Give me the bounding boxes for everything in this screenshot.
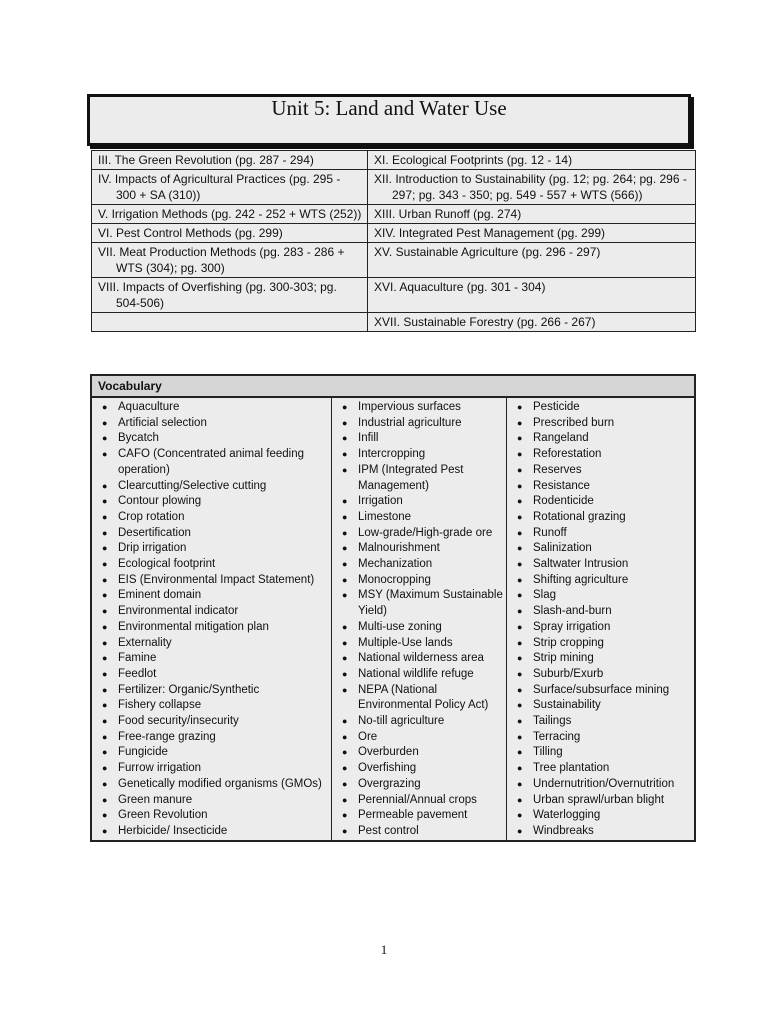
vocabulary-term: ● Reserves <box>507 463 694 479</box>
vocabulary-term: ● Strip mining <box>507 651 694 667</box>
vocabulary-term: ● Environmental indicator <box>92 604 331 620</box>
vocabulary-term: ● National wilderness area <box>332 651 506 667</box>
topic-text: XI. Ecological Footprints (pg. 12 - 14) <box>374 153 573 167</box>
vocabulary-column-2 <box>332 398 507 840</box>
vocabulary-heading: Vocabulary <box>92 376 694 398</box>
vocabulary-term: ● Suburb/Exurb <box>507 667 694 683</box>
vocabulary-term: ● Environmental mitigation plan <box>92 620 331 636</box>
vocabulary-term: ● Herbicide/ Insecticide <box>92 824 331 840</box>
vocabulary-column-1 <box>92 398 332 840</box>
page-title: Unit 5: Land and Water Use <box>271 96 507 120</box>
vocabulary-term: ● Eminent domain <box>92 588 331 604</box>
vocabulary-term: ● Shifting agriculture <box>507 573 694 589</box>
vocabulary-term: ● Impervious surfaces <box>332 400 506 416</box>
vocabulary-term: ● Fertilizer: Organic/Synthetic <box>92 683 331 699</box>
vocabulary-term: ● Urban sprawl/urban blight <box>507 793 694 809</box>
vocabulary-term: ● Salinization <box>507 541 694 557</box>
title-box <box>87 94 691 146</box>
vocabulary-term: ● Malnourishment <box>332 541 506 557</box>
page-number: 1 <box>380 942 388 957</box>
vocabulary-term: ● Perennial/Annual crops <box>332 793 506 809</box>
vocabulary-term: ● Clearcutting/Selective cutting <box>92 479 331 495</box>
topic-cell-right <box>368 313 696 332</box>
vocabulary-term: ● Saltwater Intrusion <box>507 557 694 573</box>
vocabulary-term: ● Reforestation <box>507 447 694 463</box>
vocabulary-term: ● Multi-use zoning <box>332 620 506 636</box>
vocabulary-term: ● Overfishing <box>332 761 506 777</box>
topic-cell-right <box>368 151 696 170</box>
vocabulary-term: ● Tailings <box>507 714 694 730</box>
vocabulary-term: ● Drip irrigation <box>92 541 331 557</box>
vocabulary-term: ● Famine <box>92 651 331 667</box>
vocabulary-column-3 <box>507 398 694 840</box>
vocabulary-term: ● Fishery collapse <box>92 698 331 714</box>
topic-cell-right <box>368 205 696 224</box>
topic-cell-left <box>92 243 368 278</box>
vocabulary-term: ● Crop rotation <box>92 510 331 526</box>
vocabulary-term: ● Overgrazing <box>332 777 506 793</box>
vocabulary-term: ● Terracing <box>507 730 694 746</box>
vocabulary-term: ● Industrial agriculture <box>332 416 506 432</box>
vocabulary-term: ● Externality <box>92 636 331 652</box>
topics-row <box>92 205 696 224</box>
vocabulary-term: ● Free-range grazing <box>92 730 331 746</box>
vocabulary-term: ● Genetically modified organisms (GMOs) <box>92 777 331 793</box>
vocabulary-term: ● Intercropping <box>332 447 506 463</box>
vocabulary-term: ● Fungicide <box>92 745 331 761</box>
vocabulary-term: ● Sustainability <box>507 698 694 714</box>
topic-cell-left <box>92 224 368 243</box>
vocabulary-term: ● Ore <box>332 730 506 746</box>
topics-row <box>92 243 696 278</box>
vocabulary-term: ● CAFO (Concentrated animal feeding operation) <box>92 447 331 478</box>
topic-cell-left <box>92 313 368 332</box>
vocabulary-term: ● EIS (Environmental Impact Statement) <box>92 573 331 589</box>
vocabulary-term: ● Rangeland <box>507 431 694 447</box>
vocabulary-term: ● Food security/insecurity <box>92 714 331 730</box>
vocabulary-term: ● Aquaculture <box>92 400 331 416</box>
topic-text: IV. Impacts of Agricultural Practices (pg. 295 - 300 + SA (310)) <box>98 172 341 202</box>
vocabulary-term: ● Contour plowing <box>92 494 331 510</box>
vocabulary-term: ● IPM (Integrated Pest Management) <box>332 463 506 494</box>
vocabulary-term: ● No-till agriculture <box>332 714 506 730</box>
topic-text: XIII. Urban Runoff (pg. 274) <box>374 207 522 221</box>
topic-text: XV. Sustainable Agriculture (pg. 296 - 297) <box>374 245 601 259</box>
topic-cell-left <box>92 170 368 205</box>
vocabulary-term: ● Runoff <box>507 526 694 542</box>
vocabulary-term: ● Artificial selection <box>92 416 331 432</box>
topic-cell-right <box>368 224 696 243</box>
topic-cell-right <box>368 243 696 278</box>
topic-text: XVI. Aquaculture (pg. 301 - 304) <box>374 280 546 294</box>
vocabulary-term: ● Undernutrition/Overnutrition <box>507 777 694 793</box>
topic-cell-left <box>92 205 368 224</box>
topic-cell-left <box>92 151 368 170</box>
vocabulary-term: ● Furrow irrigation <box>92 761 331 777</box>
topics-row <box>92 151 696 170</box>
topics-row <box>92 313 696 332</box>
vocabulary-table <box>90 374 696 842</box>
vocabulary-term: ● Pest control <box>332 824 506 840</box>
vocabulary-term: ● Desertification <box>92 526 331 542</box>
vocabulary-term: ● Spray irrigation <box>507 620 694 636</box>
vocabulary-term: ● Feedlot <box>92 667 331 683</box>
topics-row <box>92 170 696 205</box>
vocabulary-term: ● Resistance <box>507 479 694 495</box>
vocabulary-term: ● Slag <box>507 588 694 604</box>
topic-text: XIV. Integrated Pest Management (pg. 299) <box>374 226 606 240</box>
vocabulary-term: ● Waterlogging <box>507 808 694 824</box>
vocabulary-term: ● Permeable pavement <box>332 808 506 824</box>
vocabulary-term: ● Mechanization <box>332 557 506 573</box>
topic-text: VIII. Impacts of Overfishing (pg. 300-303; pg. 504-506) <box>98 280 337 310</box>
topics-row <box>92 278 696 313</box>
vocabulary-term: ● Ecological footprint <box>92 557 331 573</box>
vocabulary-term: ● Irrigation <box>332 494 506 510</box>
topic-text: VII. Meat Production Methods (pg. 283 - 286 + WTS (304); pg. 300) <box>98 245 345 275</box>
vocabulary-term: ● Limestone <box>332 510 506 526</box>
vocabulary-term: ● Tree plantation <box>507 761 694 777</box>
vocabulary-term: ● Multiple-Use lands <box>332 636 506 652</box>
vocabulary-term: ● Tilling <box>507 745 694 761</box>
vocabulary-term: ● Windbreaks <box>507 824 694 840</box>
topic-text: XII. Introduction to Sustainability (pg. 12; pg. 264; pg. 296 - 297; pg. 343 - 350; pg. 549 - 557 + WTS (566)) <box>374 172 687 202</box>
vocabulary-term: ● Strip cropping <box>507 636 694 652</box>
vocabulary-term: ● NEPA (National Environmental Policy Act) <box>332 683 506 714</box>
vocabulary-term: ● Monocropping <box>332 573 506 589</box>
vocabulary-term: ● Overburden <box>332 745 506 761</box>
topic-text: VI. Pest Control Methods (pg. 299) <box>98 226 283 240</box>
topic-cell-left <box>92 278 368 313</box>
vocabulary-term: ● Pesticide <box>507 400 694 416</box>
vocabulary-term: ● Prescribed burn <box>507 416 694 432</box>
topic-cell-right <box>368 170 696 205</box>
vocabulary-term: ● National wildlife refuge <box>332 667 506 683</box>
vocabulary-term: ● Bycatch <box>92 431 331 447</box>
vocabulary-term: ● Slash-and-burn <box>507 604 694 620</box>
vocabulary-term: ● Green manure <box>92 793 331 809</box>
topic-text: V. Irrigation Methods (pg. 242 - 252 + WTS (252)) <box>98 207 362 221</box>
vocabulary-term: ● Infill <box>332 431 506 447</box>
vocabulary-term: ● Low-grade/High-grade ore <box>332 526 506 542</box>
vocabulary-term: ● Rotational grazing <box>507 510 694 526</box>
vocabulary-term: ● MSY (Maximum Sustainable Yield) <box>332 588 506 619</box>
topics-table <box>91 150 696 332</box>
vocabulary-term: ● Surface/subsurface mining <box>507 683 694 699</box>
vocabulary-columns <box>92 398 694 840</box>
topic-cell-right <box>368 278 696 313</box>
vocabulary-term: ● Green Revolution <box>92 808 331 824</box>
topics-row <box>92 224 696 243</box>
topic-text: III. The Green Revolution (pg. 287 - 294) <box>98 153 314 167</box>
vocabulary-term: ● Rodenticide <box>507 494 694 510</box>
topic-text: XVII. Sustainable Forestry (pg. 266 - 267) <box>374 315 596 329</box>
